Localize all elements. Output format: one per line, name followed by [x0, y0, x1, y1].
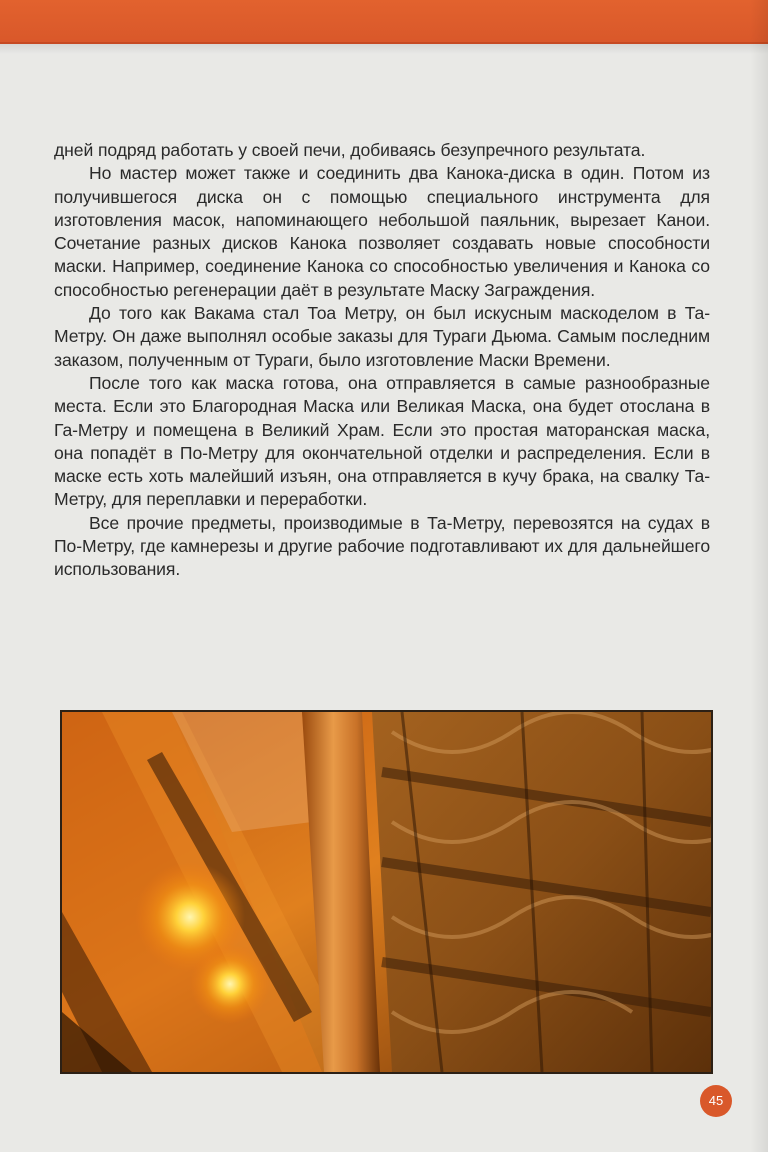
- body-text: [54, 139, 710, 582]
- page-number: 45: [700, 1085, 732, 1117]
- top-color-band: [0, 0, 768, 44]
- paragraph-2: Но мастер может также и соединить два Канока-диска в один. Потом из получившегося диска он с помощью специального инструмента для изготовления масок, напоминающего небольшой паяльник, вырезает Канои. Сочетание разных дисков Канока позволяет создавать новые способности маски. Например, соединение Канока со способностью увеличения и Канока со способностью регенерации даёт в результате Маску Заграждения.: [54, 163, 710, 300]
- band-shadow: [0, 44, 768, 54]
- forge-illustration: [60, 710, 713, 1074]
- page-spine-shadow: [750, 0, 768, 1152]
- paragraph-4: После того как маска готова, она отправляется в самые разнообразные места. Если это Благородная Маска или Великая Маска, она будет отослана в Га-Метру и помещена в Великий Храм. Если это простая маторанская маска, она попадёт в По-Метру для окончательной отделки и распределения. Если в маске есть хоть малейший изъян, она отправляется в кучу брака, на свалку Та-Метру, для переплавки и переработки.: [54, 372, 710, 510]
- paragraph-1: дней подряд работать у своей печи, добиваясь безупречного результата.: [54, 140, 646, 160]
- paragraph-5: Все прочие предметы, производимые в Та-Метру, перевозятся на судах в По-Метру, где камнерезы и другие рабочие подготавливают их для дальнейшего использования.: [54, 512, 710, 580]
- paragraph-3: До того как Вакама стал Тоа Метру, он был искусным маскоделом в Та-Метру. Он даже выполнял особые заказы для Тураги Дьюма. Самым последним заказом, полученным от Тураги, было изготовление Маски Времени.: [54, 303, 710, 370]
